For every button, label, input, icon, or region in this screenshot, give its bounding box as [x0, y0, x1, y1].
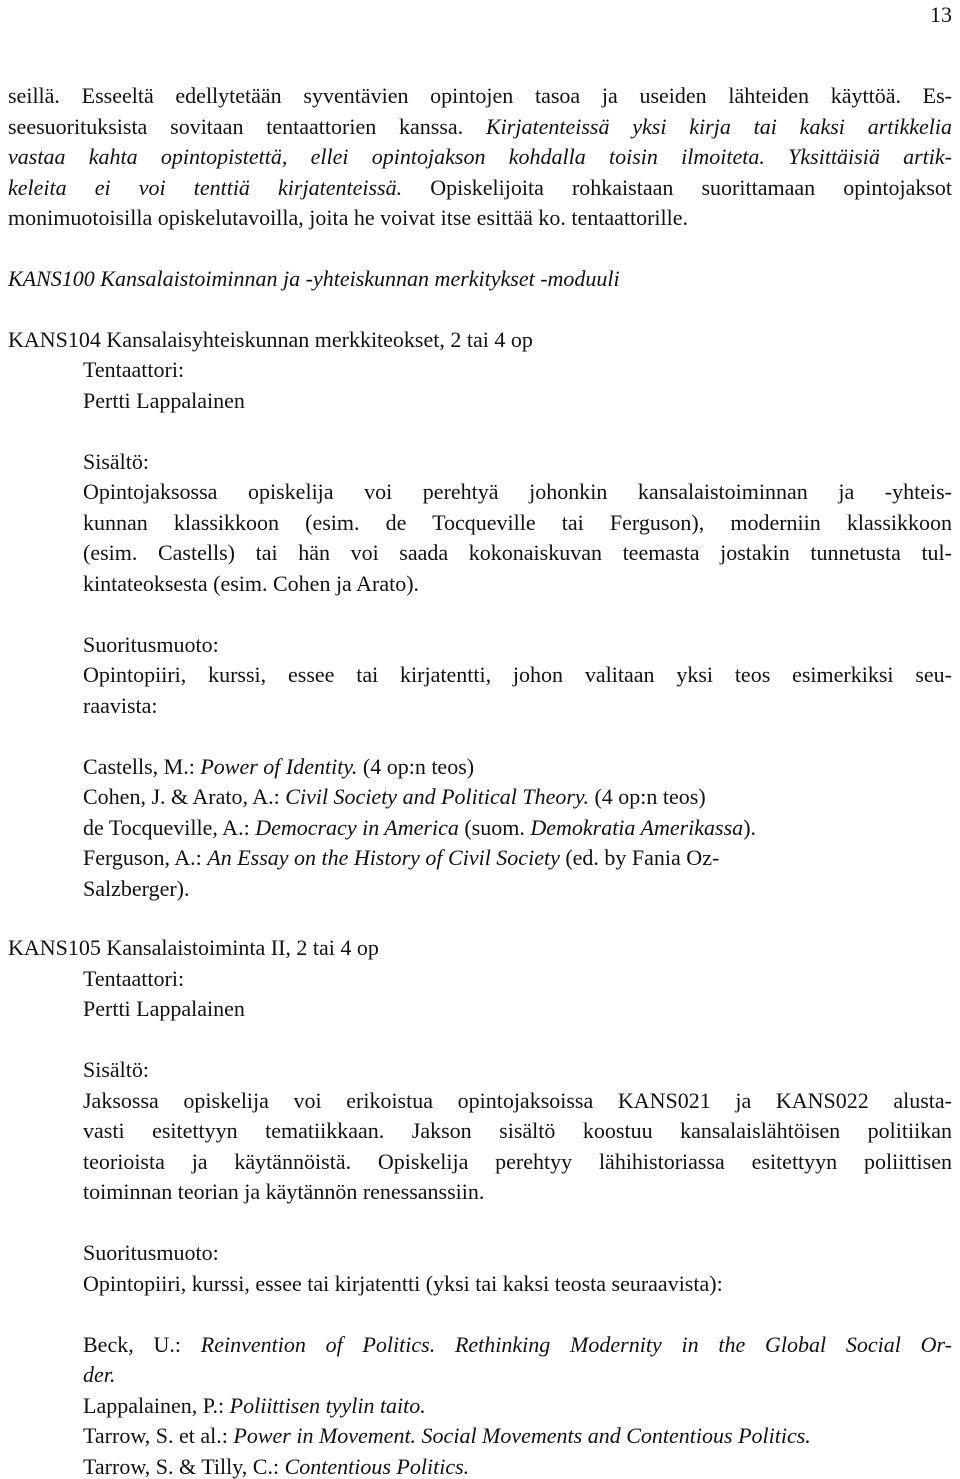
- course-1-title: KANS104 Kansalaisyhteiskunnan merkkiteokset, 2 tai 4 op: [8, 327, 533, 352]
- course-2-book-continued: [83, 1364, 115, 1386]
- book-title: Power of Identity.: [200, 754, 358, 779]
- course-2-content-line: teorioista ja käytännöistä. Opiskelija perehtyy lähihistoriassa esitettyyn poliittisen: [83, 1149, 952, 1174]
- module-title-text: KANS100 Kansalaistoiminnan ja -yhteiskunnan merkitykset -moduuli: [8, 266, 620, 291]
- course-1-content-line: (esim. Castells) tai hän voi saada kokonaiskuvan teemasta jostakin tunnetusta tul-: [83, 540, 952, 565]
- book-title: der.: [83, 1362, 116, 1387]
- course-2-title: KANS105 Kansalaistoiminta II, 2 tai 4 op: [8, 935, 379, 960]
- course-1-book: [83, 756, 474, 778]
- book-note: (ed. by Fania Oz-: [559, 845, 720, 870]
- book-title: Democracy in America: [255, 815, 459, 840]
- intro-line-4-italic: keleita ei voi tenttiä kirjatenteissä.: [8, 175, 403, 200]
- course-2-examiner: Pertti Lappalainen: [83, 996, 245, 1021]
- book-title: Power in Movement. Social Movements and Contentious Politics.: [233, 1423, 811, 1448]
- book-author: Tarrow, S. & Tilly, C.:: [83, 1454, 285, 1479]
- intro-line-2: [8, 116, 952, 138]
- book-note: (4 op:n teos): [357, 754, 475, 779]
- book-title: Civil Society and Political Theory.: [285, 784, 589, 809]
- course-1-book: [83, 847, 719, 869]
- course-2-book: [83, 1395, 426, 1417]
- course-2-method: Opintopiiri, kurssi, essee tai kirjatentti (yksi tai kaksi teosta seuraavista):: [83, 1271, 723, 1296]
- book-author: Cohen, J. & Arato, A.:: [83, 784, 286, 809]
- intro-line-4: [8, 177, 952, 199]
- book-title: Poliittisen tyylin taito.: [229, 1393, 426, 1418]
- intro-line-2-italic: Kirjatenteissä yksi kirja tai kaksi artikkelia: [486, 114, 953, 139]
- book-title: Reinvention of Politics. Rethinking Modernity in the Global Social Or-: [200, 1332, 953, 1357]
- course-2-method-label: Suoritusmuoto:: [83, 1240, 219, 1265]
- course-2-book: [83, 1425, 811, 1447]
- course-1-book: [83, 817, 756, 839]
- course-2-content-line: toiminnan teorian ja käytännön renessanssiin.: [83, 1179, 485, 1204]
- intro-line-5: monimuotoisilla opiskelutavoilla, joita he voivat itse esittää ko. tentaattorille.: [8, 205, 689, 230]
- course-1-examiner: Pertti Lappalainen: [83, 388, 245, 413]
- course-1-method-line: Opintopiiri, kurssi, essee tai kirjatentti, johon valitaan yksi teos esimerkiksi seu-: [83, 662, 952, 687]
- book-note: (suom.: [458, 815, 531, 840]
- book-author: de Tocqueville, A.:: [83, 815, 256, 840]
- intro-line-1: seillä. Esseeltä edellytetään syventävien opintojen tasoa ja useiden lähteiden käyttöä. Es-: [8, 83, 952, 108]
- module-title: [8, 268, 620, 290]
- course-1-content-label: Sisältö:: [83, 449, 150, 474]
- page-number: 13: [930, 2, 952, 27]
- course-1-content-line: kintateoksesta (esim. Cohen ja Arato).: [83, 571, 420, 596]
- course-1-book-continued: Salzberger).: [83, 876, 190, 901]
- course-1-book: [83, 786, 706, 808]
- course-1-content-line: kunnan klassikkoon (esim. de Tocqueville tai Ferguson), moderniin klassikkoon: [83, 510, 952, 535]
- book-title: An Essay on the History of Civil Society: [207, 845, 560, 870]
- book-note: (4 op:n teos): [588, 784, 706, 809]
- book-title: Demokratia Amerikassa: [530, 815, 744, 840]
- book-title: Contentious Politics.: [284, 1454, 470, 1479]
- course-2-book: [83, 1334, 952, 1356]
- book-author: Beck, U.:: [83, 1332, 201, 1357]
- course-2-content-line: Jaksossa opiskelija voi erikoistua opintojaksoissa KANS021 ja KANS022 alusta-: [83, 1088, 952, 1113]
- book-author: Castells, M.:: [83, 754, 201, 779]
- intro-line-2-plain: seesuorituksista sovitaan tentaattorien kanssa.: [8, 114, 486, 139]
- course-1-examiner-label: Tentaattori:: [83, 357, 185, 382]
- book-author: Tarrow, S. et al.:: [83, 1423, 234, 1448]
- intro-line-3: [8, 146, 952, 168]
- intro-line-3-italic: vastaa kahta opintopistettä, ellei opintojakson kohdalla toisin ilmoiteta. Yksittäisiä artik-: [8, 144, 952, 169]
- course-2-book: [83, 1456, 469, 1478]
- course-1-content-line: Opintojaksossa opiskelija voi perehtyä johonkin kansalaistoiminnan ja -yhteis-: [83, 479, 952, 504]
- course-2-content-line: vasti esitettyyn tematiikkaan. Jakson sisältö koostuu kansalaislähtöisen politiikan: [83, 1118, 952, 1143]
- intro-line-4-plain: Opiskelijoita rohkaistaan suorittamaan opintojaksot: [402, 175, 953, 200]
- course-2-examiner-label: Tentaattori:: [83, 966, 185, 991]
- course-2-content-label: Sisältö:: [83, 1057, 150, 1082]
- book-author: Lappalainen, P.:: [83, 1393, 230, 1418]
- course-1-method-label: Suoritusmuoto:: [83, 632, 219, 657]
- course-1-method-line: raavista:: [83, 693, 158, 718]
- book-note: ).: [743, 815, 757, 840]
- book-author: Ferguson, A.:: [83, 845, 208, 870]
